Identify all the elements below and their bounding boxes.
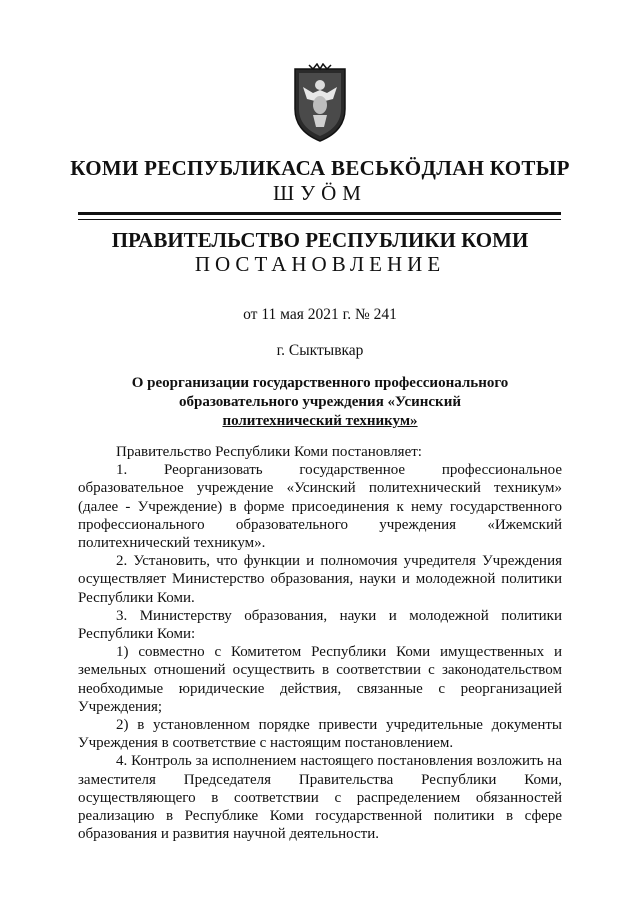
header-divider-thin: [78, 219, 561, 220]
body-paragraph: 4. Контроль за исполнением настоящего постановления возложить на заместителя Председателя Правительства Республики Коми, осуществляющего в соответствии с распределением обязанностей реализацию в Республике Коми государственной политики в сфере образования и развития научной деятельности.: [78, 753, 562, 843]
document-title-line: О реорганизации государственного профессионального: [131, 375, 509, 391]
document-title-line: политехнический техникум»: [222, 413, 418, 429]
header-komi-title: КОМИ РЕСПУБЛИКАСА ВЕСЬКӦДЛАН КОТЫР: [70, 156, 570, 180]
body-paragraph: 2) в установленном порядке привести учредительные документы Учреждения в соответствие с настоящим постановлением.: [78, 717, 562, 752]
header-komi-doc-type: ШУӦМ: [273, 181, 367, 205]
body-paragraph: 1. Реорганизовать государственное профессиональное образовательное учреждение «Усинский политехнический техникум» (далее - Учреждение) в форме присоединения к нему государственного профессионального образовательного учреждения «Ижемский политехнический техникум».: [78, 462, 562, 552]
body-paragraph: Правительство Республики Коми постановляет:: [116, 444, 422, 460]
document-title-line: образовательного учреждения «Усинский: [179, 394, 461, 410]
document-date-number: от 11 мая 2021 г. № 241: [243, 306, 397, 323]
document-city: г. Сыктывкар: [276, 342, 364, 359]
header-russian-doc-type: ПОСТАНОВЛЕНИЕ: [194, 252, 446, 276]
header-divider-thick: [78, 212, 561, 215]
document-title: [130, 374, 510, 431]
body-paragraph: 1) совместно с Комитетом Республики Коми имущественных и земельных отношений осуществить в соответствии с законодательством необходимые юридические действия, связанные с реорганизацией Учреждения;: [78, 644, 562, 715]
header-russian-title: ПРАВИТЕЛЬСТВО РЕСПУБЛИКИ КОМИ: [111, 228, 529, 252]
coat-of-arms-emblem: [291, 63, 349, 143]
body-paragraph: 3. Министерству образования, науки и молодежной политики Республики Коми:: [78, 607, 562, 643]
body-paragraph: 2. Установить, что функции и полномочия учредителя Учреждения осуществляет Министерство образования, науки и молодежной политики Республики Коми.: [78, 553, 562, 606]
document-body: [78, 443, 562, 843]
